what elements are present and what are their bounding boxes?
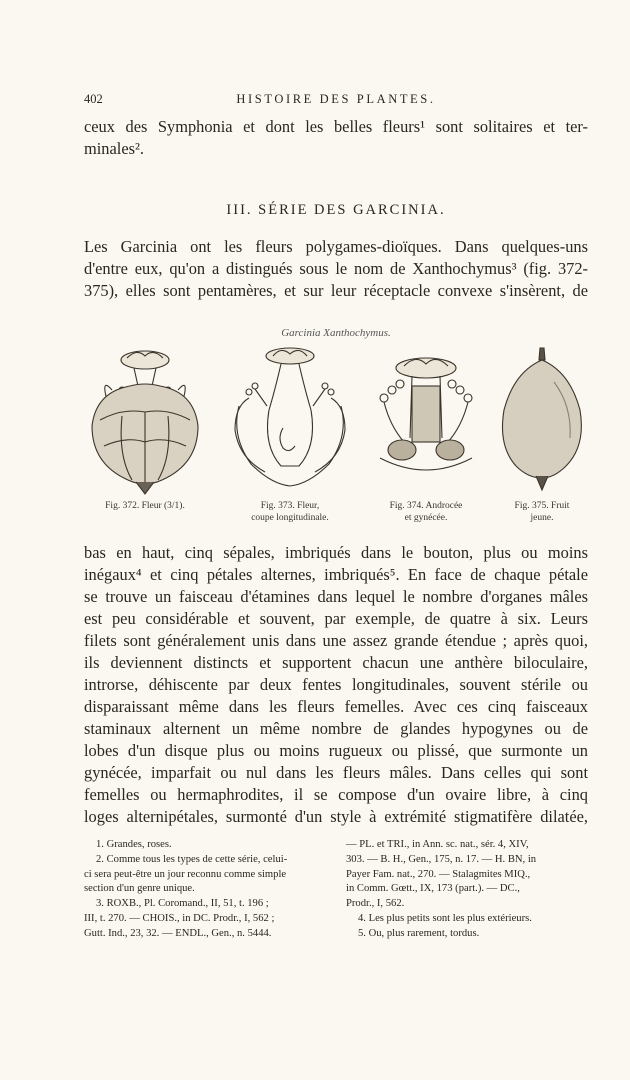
footnotes-right-column [346,838,588,942]
footnote-line: 303. — B. H., Gen., 175, n. 17. — H. BN, in [346,853,537,865]
footnote-line: section d'un genre unique. [84,883,195,895]
body-line: introrse, déhiscente par deux fentes longitudinales, souvent stérile ou [84,675,588,694]
body-line: lobes d'un disque plus ou moins rugueux ou plissé, que surmonte un [84,741,588,760]
footnote-line: Payer Fam. nat., 270. — Stalagmites MIQ., [346,868,531,880]
page-header [84,92,588,108]
body-line: minales². [84,139,144,158]
figure-373-section [225,346,355,523]
body-line: bas en haut, cinq sépales, imbriqués dans le bouton, plus ou moins [84,543,588,562]
footnote-line: III, t. 270. — CHOIS., in DC. Prodr., I, 562 ; [84,912,275,924]
figure-372-flower [82,346,208,511]
body-line: staminaux alternent un même nombre de glandes hypogynes ou de [84,719,588,738]
body-line: ils deviennent distincts et supportent chacun une anthère biloculaire, [84,653,588,672]
footnote-line: 2. Comme tous les types de cette série, celui- [96,853,288,865]
body-line: disparaissant même dans les fleurs femelles. Avec ces cinq faisceaux [84,697,588,716]
body-line: gynécée, imparfait ou nul dans les fleurs mâles. Dans celles qui sont [84,763,588,782]
body-line: ceux des Symphonia et dont les belles fleurs¹ sont solitaires et ter- [84,117,588,136]
figure-plate-caption: Garcinia Xanthochymus. [281,327,391,339]
footnote-line: 4. Les plus petits sont les plus extérieurs. [358,912,532,924]
figure-caption-375: Fig. 375. Fruit jeune. [514,501,570,523]
body-line: femelles ou hermaphrodites, il se compose d'un ovaire libre, à cinq [84,785,588,804]
fruit-illustration [496,346,588,496]
body-line: 375), elles sont pentamères, et sur leur réceptacle convexe s'insèrent, de [84,281,588,300]
figure-375-fruit [496,346,588,523]
figure-caption-373: Fig. 373. Fleur, coupe longitudinale. [251,501,329,523]
page-number: 402 [84,92,103,106]
footnote-line: Gutt. Ind., 23, 32. — ENDL., Gen., n. 5444. [84,927,272,939]
footnote-line: — PL. et TRI., in Ann. sc. nat., sér. 4, XIV, [346,839,529,850]
footnotes-left-column [84,838,322,942]
body-line: Les Garcinia ont les fleurs polygames-dioïques. Dans quelques-uns [84,237,588,256]
flower-illustration [82,346,208,496]
section-heading: III. SÉRIE DES GARCINIA. [226,202,446,218]
footnote-line: 5. Ou, plus rarement, tordus. [358,927,480,939]
body-line: se trouve un faisceau d'étamines dans lequel le nombre d'organes mâles [84,587,588,606]
footnote-line: ci sera peut-être un jour reconnu comme simple [84,868,287,880]
figure-caption-374: Fig. 374. Androcée et gynécée. [389,501,463,523]
figure-caption-372: Fig. 372. Fleur (3/1). [105,501,185,511]
footnote-line: in Comm. Gœtt., IX, 173 (part.). — DC., [346,883,520,895]
footnote-line: 1. Grandes, roses. [96,839,172,850]
body-line: loges alternipétales, surmonté d'un style à extrémité stigmatifère dilatée, [84,807,588,826]
flower-section-illustration [225,346,355,496]
body-line: est peu considérable et souvent, par exemple, de quatre à six. Leurs [84,609,588,628]
body-line: d'entre eux, qu'on a distingués sous le nom de Xanthochymus³ (fig. 372- [84,259,588,278]
body-line: filets sont généralement unis dans une assez grande étendue ; après quoi, [84,631,588,650]
androecium-illustration [370,346,482,496]
body-line: inégaux⁴ et cinq pétales alternes, imbriqués⁵. En face de chaque pétale [84,565,588,584]
figure-374-androecium [370,346,482,523]
footnote-line: Prodr., I, 562. [346,898,405,910]
running-head: HISTOIRE DES PLANTES. [236,92,436,106]
footnote-line: 3. ROXB., Pl. Coromand., II, 51, t. 196 ; [96,898,269,910]
